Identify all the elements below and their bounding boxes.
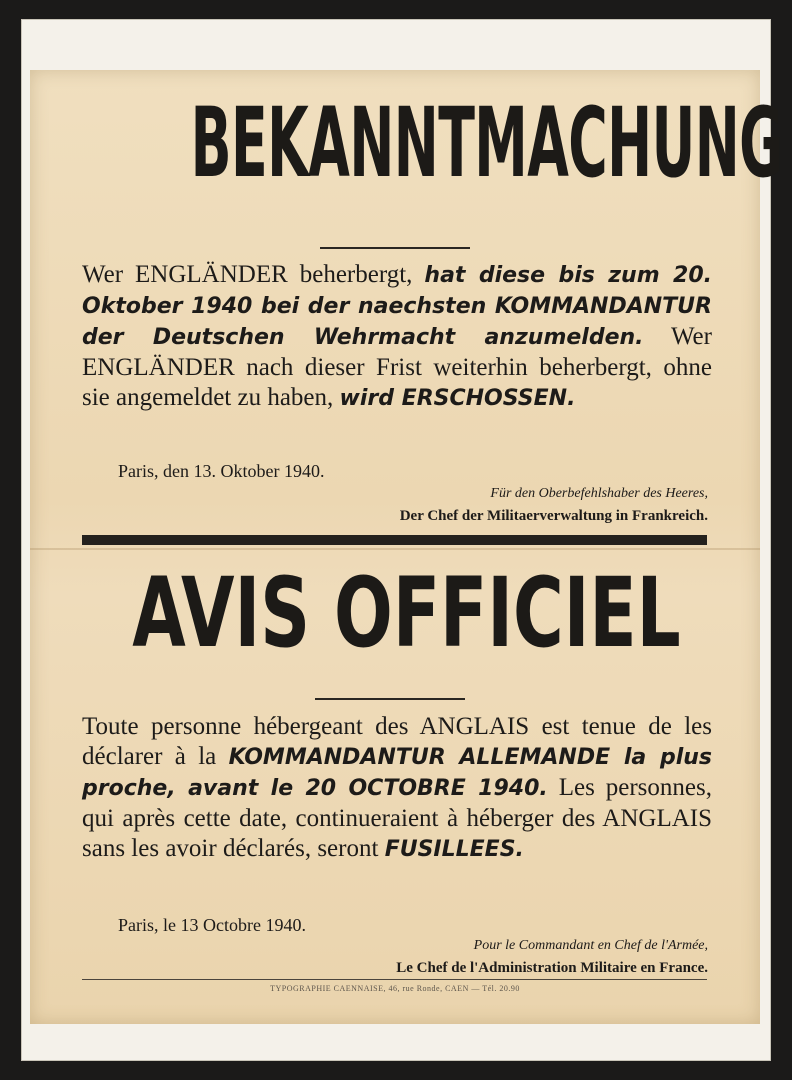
poster	[30, 70, 783, 1024]
french-title: AVIS OFFICIEL	[132, 557, 681, 669]
german-place-date: Paris, den 13. Oktober 1940.	[118, 461, 325, 481]
german-title: BEKANNTMACHUNG	[190, 87, 783, 199]
german-text-4: wird ERSCHOSSEN.	[339, 386, 576, 411]
footer-rule	[82, 979, 707, 980]
german-signature-for: Für den Oberbefehlshaber des Heeres,	[490, 486, 708, 501]
section-divider	[82, 535, 707, 545]
french-text-4: FUSILLEES.	[384, 837, 524, 862]
german-title-rule	[320, 247, 470, 249]
german-signature-chief: Der Chef der Militaerverwaltung in Frankreich.	[399, 508, 708, 524]
french-signature-chief: Le Chef de l'Administration Militaire en France.	[396, 960, 708, 976]
german-text-3: Wer ENGLÄNDER nach dieser Frist weiterhin beherbergt, ohne sie angemeldet zu haben,	[82, 323, 712, 411]
french-place-date: Paris, le 13 Octobre 1940.	[118, 915, 306, 935]
french-text-1: Toute personne hébergeant des ANGLAIS est tenue de les déclarer à la	[82, 713, 712, 770]
german-text-1: Wer ENGLÄNDER beherbergt,	[82, 261, 425, 288]
french-text-2: KOMMANDANTUR ALLEMANDE la plus proche, avant le 20 OCTOBRE 1940.	[82, 745, 713, 801]
german-notice-text	[82, 260, 712, 414]
german-text-2: hat diese bis zum 20. Oktober 1940 bei der naechsten KOMMANDANTUR der Deutschen Wehrmacht anzumelden.	[82, 263, 712, 350]
french-text-3: Les personnes, qui après cette date, continueraient à héberger des ANGLAIS sans les avoir déclarés, seront	[82, 774, 712, 862]
french-notice-text	[82, 712, 712, 865]
french-title-rule	[315, 698, 465, 700]
french-signature-for: Pour le Commandant en Chef de l'Armée,	[473, 938, 708, 953]
printer-imprint: TYPOGRAPHIE CAENNAISE, 46, rue Ronde, CAEN — Tél. 20.90	[270, 984, 520, 993]
